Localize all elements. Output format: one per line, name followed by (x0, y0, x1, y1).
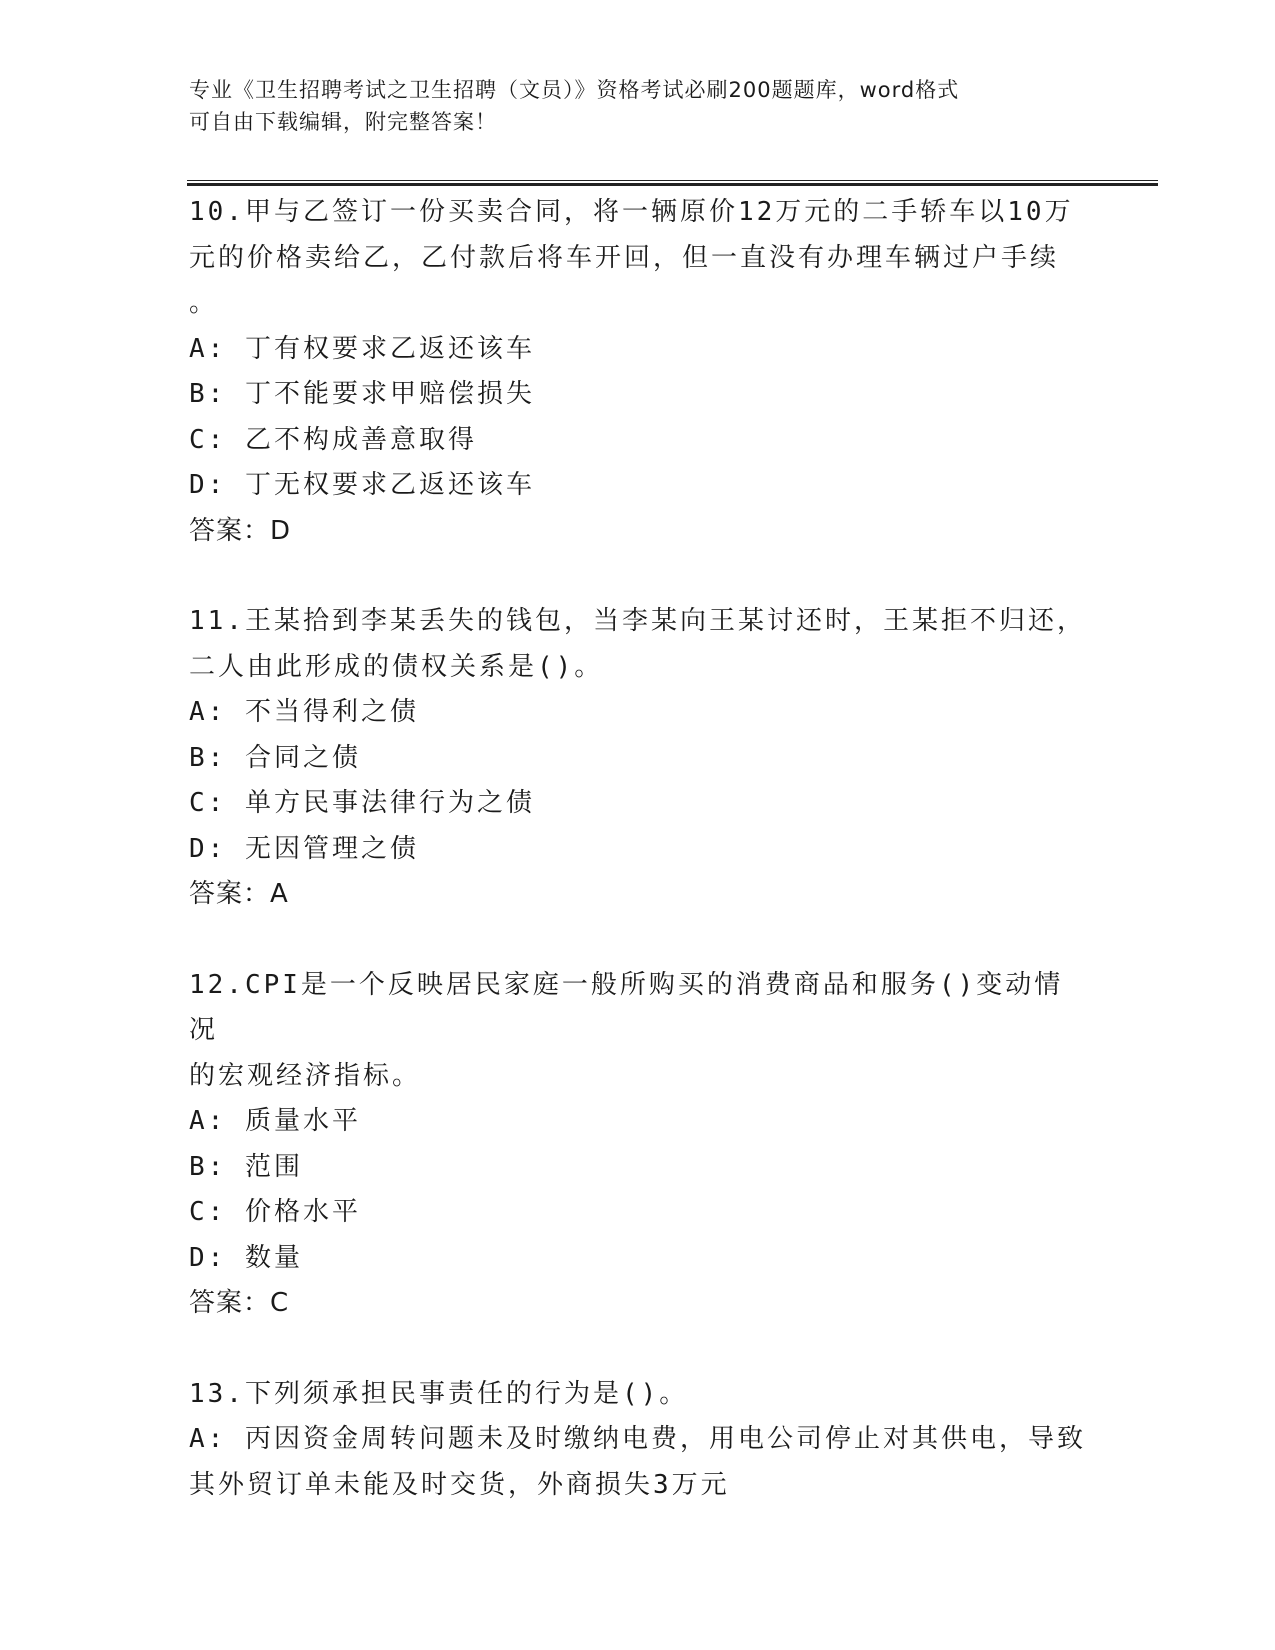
question-stem-line: 。 (189, 288, 219, 318)
header-divider-thick (187, 183, 1158, 186)
option-letter: A: (189, 333, 227, 364)
option-letter: C: (189, 788, 227, 818)
question-stem-line: 10.甲与乙签订一份买卖合同，将一辆原价12万元的二手轿车以10万 (189, 197, 1074, 227)
option-text: 数量 (244, 1242, 303, 1273)
option-b (189, 1145, 1089, 1191)
option-c (189, 1190, 1089, 1236)
question-stem-line: 13.下列须承担民事责任的行为是()。 (189, 1378, 689, 1409)
option-d (189, 1236, 1089, 1282)
option-letter: C: (189, 424, 227, 455)
option-text: 其外贸订单未能及时交货，外商损失3万元 (189, 1469, 730, 1500)
option-text: 单方民事法律行为之债 (244, 788, 535, 818)
option-a (189, 1099, 1089, 1145)
question-10 (189, 190, 1089, 554)
option-letter: A: (189, 1106, 227, 1136)
question-12 (189, 963, 1089, 1327)
question-list (189, 190, 1089, 1553)
answer-line: 答案：D (189, 515, 292, 546)
option-letter: B: (189, 1151, 227, 1182)
option-letter: A: (189, 697, 227, 727)
option-c (189, 418, 1089, 464)
option-text: 范围 (244, 1151, 303, 1182)
header-line-2: 可自由下载编辑，附完整答案！ (189, 110, 497, 134)
option-text: 丁不能要求甲赔偿损失 (244, 379, 535, 409)
question-stem-line: 的宏观经济指标。 (189, 1060, 422, 1091)
option-text: 丁无权要求乙返还该车 (244, 470, 535, 500)
option-b (189, 736, 1089, 782)
question-stem-line: 11.王某拾到李某丢失的钱包，当李某向王某讨还时，王某拒不归还， (189, 606, 1086, 636)
option-letter: B: (189, 379, 227, 409)
question-stem-line: 元的价格卖给乙，乙付款后将车开回，但一直没有办理车辆过户手续 (189, 242, 1060, 273)
question-13 (189, 1372, 1089, 1509)
header-line-1: 专业《卫生招聘考试之卫生招聘（文员）》资格考试必刷200题题库，word格式 (189, 78, 960, 102)
option-d (189, 827, 1089, 873)
option-text: 不当得利之债 (244, 697, 419, 727)
question-stem-line: 12.CPI是一个反映居民家庭一般所购买的消费商品和服务()变动情况 (189, 969, 1064, 1045)
option-letter: D: (189, 1242, 227, 1273)
option-c (189, 781, 1089, 827)
option-a (189, 327, 1089, 373)
answer-line: 答案：C (189, 1288, 290, 1318)
option-text: 乙不构成善意取得 (244, 424, 477, 455)
answer-line: 答案：A (189, 879, 289, 909)
option-letter: A: (189, 1424, 227, 1454)
option-a (189, 690, 1089, 736)
option-letter: D: (189, 833, 227, 864)
option-text: 丁有权要求乙返还该车 (244, 333, 535, 364)
question-11 (189, 599, 1089, 918)
option-text: 合同之债 (244, 742, 361, 773)
option-letter: C: (189, 1197, 227, 1227)
question-stem-line: 二人由此形成的债权关系是()。 (189, 651, 604, 682)
document-header (189, 74, 1069, 138)
option-text: 质量水平 (244, 1106, 361, 1136)
option-a-continued (189, 1463, 1089, 1509)
option-text: 丙因资金周转问题未及时缴纳电费，用电公司停止对其供电，导致 (244, 1424, 1086, 1454)
header-divider-thin (187, 180, 1158, 181)
option-letter: B: (189, 742, 227, 773)
option-text: 价格水平 (244, 1197, 361, 1227)
option-text: 无因管理之债 (244, 833, 419, 864)
option-d (189, 463, 1089, 509)
option-a (189, 1417, 1089, 1463)
option-b (189, 372, 1089, 418)
option-letter: D: (189, 470, 227, 500)
